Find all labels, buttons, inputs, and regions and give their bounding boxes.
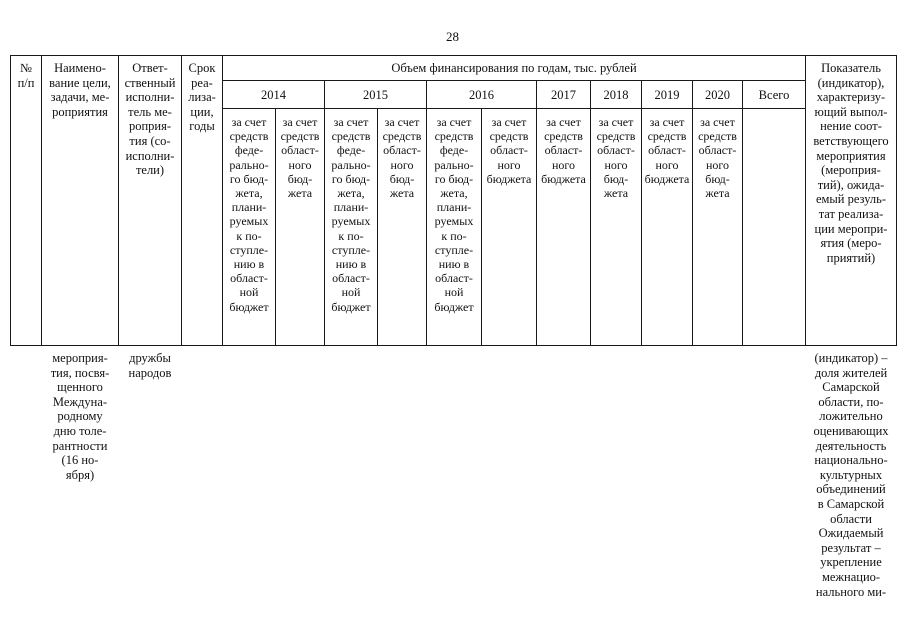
header-bottom-border [10, 345, 897, 346]
source-regional-2018: за счет средств област- ного бюд- жета [596, 115, 636, 201]
col-divider [742, 80, 743, 346]
source-regional-2017: за счет средств област- ного бюджета [541, 115, 586, 186]
year-2020: 2020 [705, 88, 730, 102]
source-regional-2014: за счет средств област- ного бюд- жета [280, 115, 320, 201]
year-2015: 2015 [363, 88, 388, 102]
year-2018: 2018 [603, 88, 629, 102]
source-federal-2014: за счет средств феде- рально- го бюд- жета, плани- руемых к по- ступле- нию в област- ной бюджет [229, 115, 269, 314]
row-name: мероприя- тия, посвя- щенного Междуна- родному дню толе- рантности (16 но- ября) [50, 351, 110, 482]
year-2016: 2016 [469, 88, 494, 102]
year-2019: 2019 [654, 88, 680, 102]
row-responsible: дружбы народов [128, 351, 172, 380]
source-federal-2016: за счет средств феде- рально- го бюд- жета, плани- руемых к по- ступле- нию в област- ной бюджет [434, 115, 474, 314]
source-regional-2016: за счет средств област- ного бюджета [486, 115, 532, 186]
header-term: Срок реа- лиза- ции, годы [188, 61, 216, 134]
row-indicator: (индикатор) – доля жителей Самарской области, по- ложительно оценивающих деятельность национально- культурных объединений в Самарской области Ожидаемый результат – укрепление межнацио- нального ми- [813, 351, 889, 599]
table-left-border [10, 55, 11, 346]
header-name: Наимено- вание цели, задачи, ме- роприятия [49, 61, 111, 119]
header-responsible: Ответ- ственный исполни- тель ме- роприя- тия (со- исполни- тели) [124, 61, 176, 178]
source-regional-2015: за счет средств област- ного бюд- жета [382, 115, 422, 201]
header-funding-title: Объем финансирования по годам, тыс. рублей [391, 61, 637, 75]
header-num: № п/п [17, 61, 35, 90]
funding-title-divider [222, 80, 805, 81]
table-top-border [10, 55, 897, 56]
year-2014: 2014 [261, 88, 286, 102]
source-federal-2015: за счет средств феде- рально- го бюд- жета, плани- руемых к по- ступле- нию в област- ной бюджет [331, 115, 371, 314]
source-regional-2020: за счет средств област- ного бюд- жета [698, 115, 737, 201]
years-divider [222, 108, 805, 109]
table-right-border [896, 55, 897, 346]
year-2017: 2017 [551, 88, 576, 102]
header-indicator: Показатель (индикатор), характеризу- ющий выпол- нение соот- ветствующего мероприятия (мероприя- тий), ожида- емый резуль- тат реализа- ции меропри- ятия (меро- приятий) [813, 61, 889, 265]
page-number: 28 [446, 29, 459, 44]
header-total: Всего [758, 88, 790, 102]
source-regional-2019: за счет средств област- ного бюджета [644, 115, 690, 186]
